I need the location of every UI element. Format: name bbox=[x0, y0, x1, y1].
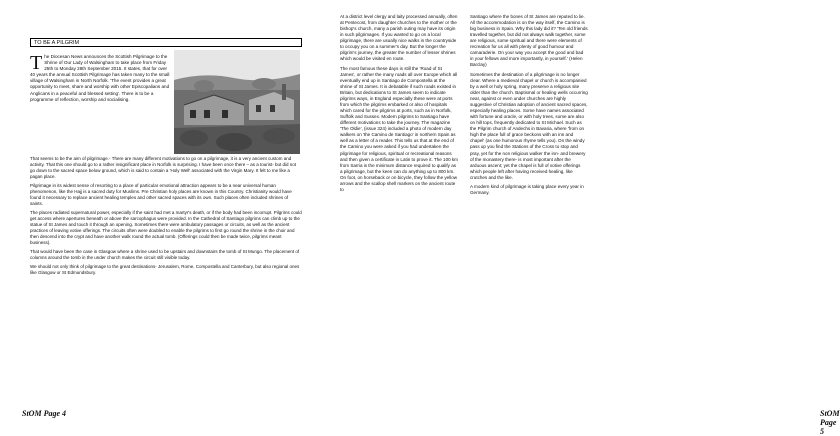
paragraph: The most famous these days is still the 'Road of St James', or rather the many roads all over Europe which all eventually end up in Santiago de Compostella at the shrine of St James. It is debatable if such roads existed in Britain, but dedications to St James seem to indicate pilgrims ways, in England especially these were at ports from which the pilgrims embarked or also of hospitals which cared for the pilgrims at ports, such as in Norfolk, Suffolk and Sussex. Modern pilgrims to Santiago have different motivations to take the journey. The magazine 'The Oldie', (issue 324) included a photo of modern day walkers on 'the Camino de Santiago' in northern Spain as well as a letter of a reader. This tells us that at the end of the Camino you were asked if you had undertaken the pilgrimage for religious, spiritual or recreational reasons and then given a certificate in Latin to prove it. The 100 km from Sarria is the minimum distance required to qualify as a pilgrimage, but the keen can do anything up to 800 km. On foot, on horseback or on bicycle, they follow the yellow arrows and the scallop shell markers on the ancient route to bbox=[340, 65, 458, 192]
paragraph: We should not only think of pilgrimage to the great destinations- Jerusalem, Rome, Compostella and Canterbury, but also regional ones like Glasgow or St Edmundsbury. bbox=[30, 264, 300, 275]
paragraph: That would have been the case in Glasgow where a shrine used to be upstairs and downstairs the tomb of St Mungo. The placement of columns around the tomb in the under church makes the circuit still visible today. bbox=[30, 249, 300, 260]
paragraph: A modern kind of pilgrimage is taking place every year in Germany. bbox=[470, 184, 584, 196]
paragraph: Sometimes the destination of a pilgrimage is no longer clear. Where a medieval chapel or church is accompanied by a well or holy spring, many preserve a religious site older than the church. Baptismal or healing wells occurring near, against or even under churches are highly suggestive of Christian adoption of ancient sacred spaces, especially healing places. Some have names associated with fortune and oracle, or with holy trees, some are also on hill tops, frequently dedicated to St Michael. Such as the Pilgrim church of Andechs in Bavaria, where 'from on high the place full of grace beckons with an inn and chapel' (as one humorous rhyme tells you). On the windy pass up you find the Stations of the Cross to stop and pray, yet for the non religious walker the inn- and brewery of the monastery there- is most important after the arduous ascent; yet the chapel is full of votive offerings which people left after having received healing, like crutches and the like. bbox=[470, 71, 588, 180]
page-number-right: StOM Page 5 bbox=[820, 409, 840, 436]
paragraph: Pilgrimage in its widest sense of resorting to a place of particular emotional attraction appears to be a near universal human phenomenon, like the Hajj is a sacred duty for Muslims. Pre Christian holy places are known in this Country. Christianity would have found it necessary to replace ancient healing temples and other sacred spaces with its own. Such places often included shrines of saints. bbox=[30, 183, 292, 206]
left-page bbox=[0, 0, 300, 424]
drop-cap: T bbox=[30, 52, 43, 74]
intro-paragraph bbox=[30, 54, 170, 103]
paragraph: At a district level clergy and laity processed annually, often at Pentecost, from daughter churches to the mother or the bishop's church, many a parish outing may have its origin in such pilgrimages. If you wanted to go on a local pilgrimage, there are usually nice walks in the countryside to occupy you on a summer's day. But the longer the pilgrim's journey, the greater the number of lesser shrines which would be visited en route. bbox=[340, 14, 458, 62]
right-column-a bbox=[340, 14, 458, 196]
paragraph: Santiago where the bones of St James are reputed to lie. All the accommodation is on the way itself, the Camino is big business in Spain. Why this lady did it? 'Ten old friends travelled together, but did not always walk together, some are religious, some spiritual and there were elements of recreation for us all with plenty of good humour and camaraderie. On your way you accept the good and bad in your fellows and more importantly, in yourself.' (Helen Barclay) bbox=[470, 14, 588, 68]
paragraph: The places radiated supernatural power, especially if the saint had met a martyr's death, or if the body had been incorrupt. Pilgrims could get access where apertures beneath or above the sarcophagus were provided. In the Cathedral of Santiago pilgrims can climb up to the statue of St James and touch it through an opening. Sometimes there were ambulatory passages or circuits, as well as the ancient practices of leaving votive offerings. The circuits often were doubled to enable the pilgrims to first go round the shrine in the choir and then descend into the crypt and have another walk round the actual tomb. (Offerings could then be made twice, pilgrims meant business). bbox=[30, 210, 302, 245]
walsingham-village-photo bbox=[174, 50, 300, 154]
left-body-text bbox=[30, 156, 302, 279]
village-illustration bbox=[174, 50, 300, 154]
intro-text: he Diocesan News announces the Scottish Pilgrimage to the Shrine of Our Lady of Walsingham to take place from Friday 25th to Monday 28th September 2015. It states, that for over 40 years the annual Scottish Pilgrimage has taken many to the small village of Walsingham in North Norfolk. 'The event provides a great opportunity to meet, share and worship with other Episcopalians and Anglicans in a peaceful and blessed setting'. There is to be a programme of reflection, worship and socialising. bbox=[30, 54, 170, 102]
paragraph: That seems to be the aim of pilgrimage.- There are many different motivations to go on a pilgrimage, it is a very ancient custom and activity. That this one should go to a rather insignificant place in Norfolk is surprising. I have been once there – as a tourist- but did not go down to the sacred space below ground, which is said to contain a 'Holy Well' associated with the Virgin Mary. It felt to me like a pagan place. bbox=[30, 156, 296, 179]
page-number-left: StOM Page 4 bbox=[22, 409, 66, 418]
right-column-b bbox=[470, 14, 588, 200]
article-heading: TO BE A PILGRIM bbox=[30, 38, 302, 47]
right-page bbox=[300, 0, 840, 436]
